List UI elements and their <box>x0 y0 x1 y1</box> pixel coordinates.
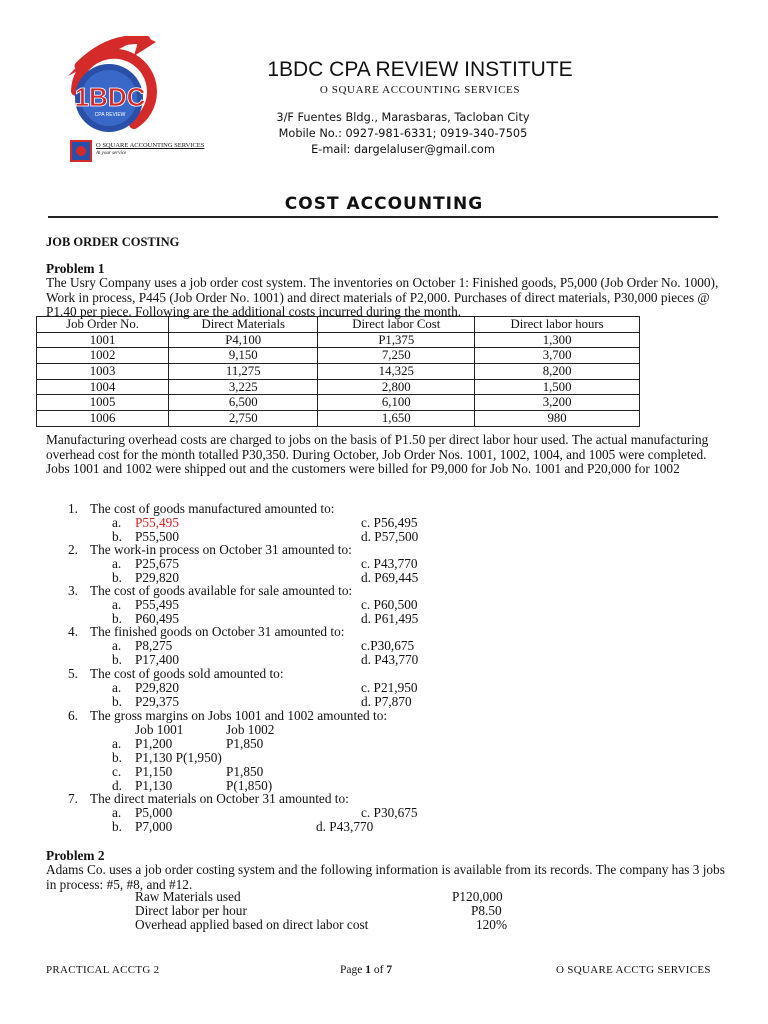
option-a: P25,675 <box>135 556 179 571</box>
table-cell: 9,150 <box>169 348 318 364</box>
page-number <box>340 964 392 976</box>
problem1-narrative: Manufacturing overhead costs are charged to jobs on the basis of P1.50 per direct labor hour used. The actual manufacturing overhead cost for the month totalled P30,350. During October, Job Order Nos. 1001, 1002, 1004, and 1005 were completed. Jobs 1001 and 1002 were shipped out and the customers were billed for P9,000 for Job No. 1001 and P20,000 for 1002 <box>46 432 709 476</box>
table-row <box>37 332 640 348</box>
table-row <box>37 379 640 395</box>
table-cell: 1,650 <box>318 411 475 427</box>
option-b: P17,400 <box>135 652 179 667</box>
column-label-job1002: Job 1002 <box>226 722 275 737</box>
table-cell: 14,325 <box>318 364 475 380</box>
problem2-text: Adams Co. uses a job order costing system and the following information is available from its records. The company has 3 jobs in process: #5, #8, and #12. <box>46 862 725 892</box>
option-a: P8,275 <box>135 638 173 653</box>
option-d-job1001: P1,130 <box>135 778 173 793</box>
option-c: c. P43,770 <box>361 556 418 571</box>
option-b: P60,495 <box>135 611 179 626</box>
table-cell: 1,300 <box>475 332 640 348</box>
table-cell: 1001 <box>37 332 169 348</box>
option-b: P55,500 <box>135 529 179 544</box>
option-label: b. <box>112 529 122 544</box>
page-of-label: of <box>370 964 387 976</box>
option-c: c. P21,950 <box>361 680 418 695</box>
logo-subtext: CPA REVIEW <box>94 112 126 118</box>
option-label: c. <box>112 764 122 779</box>
option-label: a. <box>112 736 122 751</box>
question-text: The cost of goods available for sale amounted to: <box>90 583 353 598</box>
question-number: 5. <box>68 666 78 681</box>
table-cell: 3,225 <box>169 379 318 395</box>
option-c-job1001: P1,150 <box>135 764 173 779</box>
option-c: c.P30,675 <box>361 638 415 653</box>
option-label: a. <box>112 638 122 653</box>
option-d: d. P61,495 <box>361 611 419 626</box>
page-label: Page <box>340 964 366 976</box>
table-cell: 6,100 <box>318 395 475 411</box>
table-cell: 6,500 <box>169 395 318 411</box>
question-number: 3. <box>68 583 78 598</box>
item-value: 120% <box>476 917 508 932</box>
item-value: P8.50 <box>471 903 502 918</box>
contact-block <box>0 110 768 158</box>
table-cell: 1002 <box>37 348 169 364</box>
table-row <box>37 364 640 380</box>
address-line: 3/F Fuentes Bldg., Marasbaras, Tacloban City <box>276 111 530 124</box>
option-a: P5,000 <box>135 805 173 820</box>
option-d-job1002: P(1,850) <box>226 778 273 793</box>
question-number: 4. <box>68 624 78 639</box>
option-c-job1002: P1,850 <box>226 764 264 779</box>
table-cell: 1003 <box>37 364 169 380</box>
problem2-heading: Problem 2 <box>46 848 105 863</box>
email-line: E-mail: dargelaluser@gmail.com <box>311 143 495 156</box>
mobile-line: Mobile No.: 0927-981-6331; 0919-340-7505 <box>278 127 528 140</box>
table-header: Direct labor Cost <box>318 317 475 333</box>
problem1-text: The Usry Company uses a job order cost system. The inventories on October 1: Finished goods, P5,000 (Job Order No. 1000), Work in process, P445 (Job Order No. 1001) and direct materials of P2,000. Purchases of direct materials, P30,000 pieces @ P1.40 per piece. Following are the additional costs incurred during the month. <box>46 275 719 319</box>
option-label: a. <box>112 597 122 612</box>
sub-logo-tagline: At your service <box>96 151 127 156</box>
question-number: 7. <box>68 791 78 806</box>
table-cell: P4,100 <box>169 332 318 348</box>
title-divider <box>48 216 718 218</box>
question-text: The work-in process on October 31 amounted to: <box>90 542 352 557</box>
option-a: P29,820 <box>135 680 179 695</box>
option-a-job1002: P1,850 <box>226 736 264 751</box>
document-title: COST ACCOUNTING <box>284 194 484 214</box>
option-b: P7,000 <box>135 819 173 834</box>
question-text: The direct materials on October 31 amounted to: <box>90 791 349 806</box>
option-c: c. P60,500 <box>361 597 418 612</box>
question-text: The finished goods on October 31 amounted to: <box>90 624 345 639</box>
option-d: d. P57,500 <box>361 529 419 544</box>
table-row <box>37 348 640 364</box>
table-cell: 1,500 <box>475 379 640 395</box>
table-cell: 7,250 <box>318 348 475 364</box>
table-header-row <box>37 317 640 333</box>
option-label: b. <box>112 819 122 834</box>
option-label: b. <box>112 694 122 709</box>
page-total: 7 <box>386 964 393 976</box>
table-cell: 1005 <box>37 395 169 411</box>
table-cell: 2,750 <box>169 411 318 427</box>
table-cell: 3,200 <box>475 395 640 411</box>
option-b: P29,820 <box>135 570 179 585</box>
option-c: c. P56,495 <box>361 515 418 530</box>
question-6-block <box>0 709 768 799</box>
table-header: Job Order No. <box>37 317 169 333</box>
question-text: The gross margins on Jobs 1001 and 1002 amounted to: <box>90 708 388 723</box>
table-row <box>37 395 640 411</box>
logo-text: 1BDC <box>74 82 146 112</box>
table-row <box>37 411 640 427</box>
item-label: Overhead applied based on direct labor cost <box>135 917 369 932</box>
option-a-answer: P55,495 <box>135 515 179 530</box>
institute-name: 1BDC CPA REVIEW INSTITUTE <box>267 58 573 81</box>
section-heading: JOB ORDER COSTING <box>46 235 180 249</box>
table-cell: 980 <box>475 411 640 427</box>
option-label: d. <box>112 778 122 793</box>
institute-subtitle: O SQUARE ACCOUNTING SERVICES <box>319 84 521 96</box>
option-d: d. P7,870 <box>361 694 412 709</box>
option-label: b. <box>112 652 122 667</box>
footer-left: PRACTICAL ACCTG 2 <box>46 964 160 976</box>
question-number: 1. <box>68 501 78 516</box>
option-label: a. <box>112 680 122 695</box>
option-d: d. P43,770 <box>316 819 374 834</box>
sub-logo-text: O SQUARE ACCOUNTING SERVICES <box>96 142 205 149</box>
option-c: c. P30,675 <box>361 805 418 820</box>
table-cell: P1,375 <box>318 332 475 348</box>
footer-right: O SQUARE ACCTG SERVICES <box>556 964 711 976</box>
page-current: 1 <box>365 964 371 976</box>
item-value: P120,000 <box>452 889 503 904</box>
problem2-items <box>0 890 768 935</box>
question-text: The cost of goods sold amounted to: <box>90 666 284 681</box>
item-label: Direct labor per hour <box>135 903 247 918</box>
table-cell: 1006 <box>37 411 169 427</box>
questions-block <box>0 502 768 712</box>
table-cell: 11,275 <box>169 364 318 380</box>
option-b: P1,130 P(1,950) <box>135 750 222 765</box>
table-cell: 8,200 <box>475 364 640 380</box>
option-a-job1001: P1,200 <box>135 736 173 751</box>
problem1-heading: Problem 1 <box>46 261 105 276</box>
option-label: a. <box>112 556 122 571</box>
option-d: d. P69,445 <box>361 570 419 585</box>
question-number: 2. <box>68 542 78 557</box>
option-label: a. <box>112 805 122 820</box>
option-label: b. <box>112 611 122 626</box>
option-d: d. P43,770 <box>361 652 419 667</box>
option-b: P29,375 <box>135 694 179 709</box>
option-label: b. <box>112 570 122 585</box>
table-cell: 3,700 <box>475 348 640 364</box>
job-cost-table <box>36 316 640 427</box>
option-label: a. <box>112 515 122 530</box>
table-cell: 1004 <box>37 379 169 395</box>
table-header: Direct labor hours <box>475 317 640 333</box>
table-header: Direct Materials <box>169 317 318 333</box>
option-a: P55,495 <box>135 597 179 612</box>
question-text: The cost of goods manufactured amounted to: <box>90 501 335 516</box>
question-7-block <box>0 792 768 837</box>
table-cell: 2,800 <box>318 379 475 395</box>
option-label: b. <box>112 750 122 765</box>
column-label-job1001: Job 1001 <box>135 722 184 737</box>
item-label: Raw Materials used <box>135 889 241 904</box>
question-number: 6. <box>68 708 78 723</box>
